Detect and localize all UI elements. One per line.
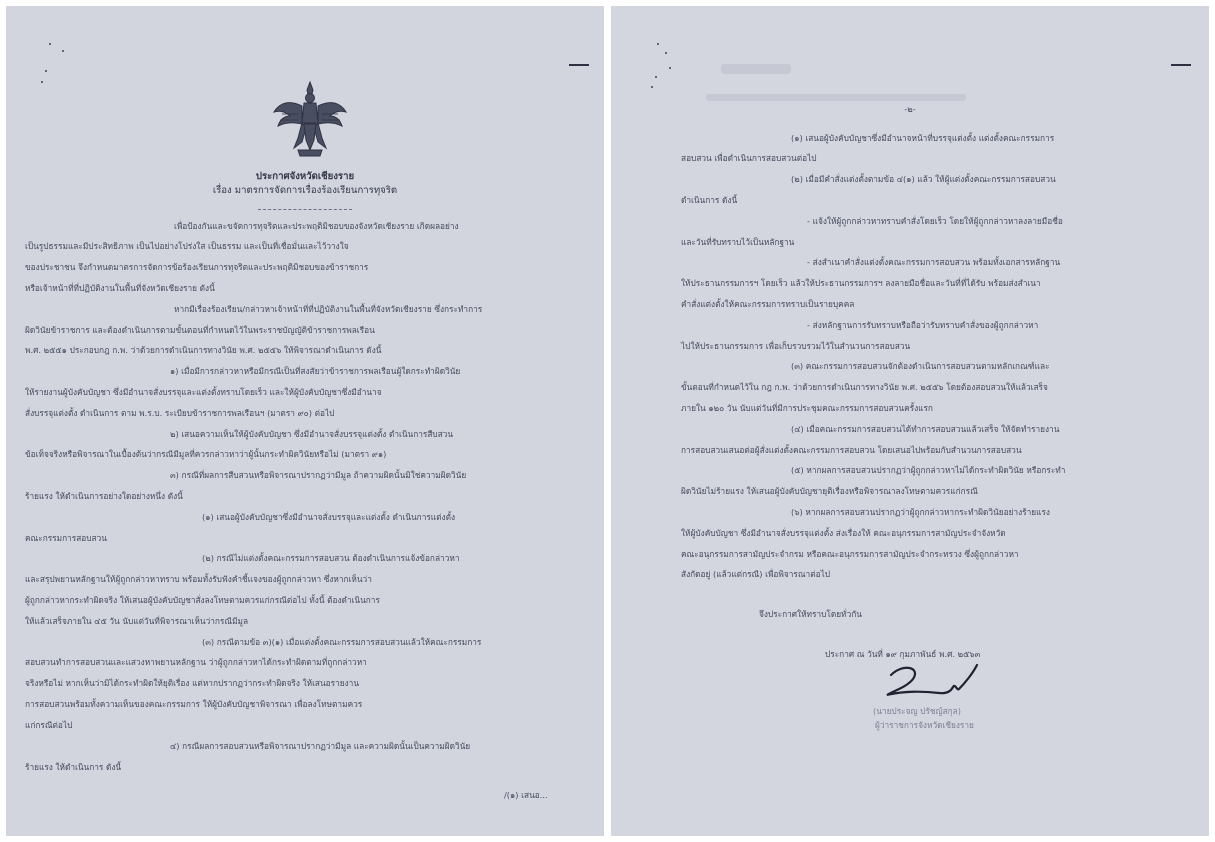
body-line: ภายใน ๑๒๐ วัน นับแต่วันที่มีการประชุมคณะกรรมการสอบสวนครั้งแรก	[681, 403, 933, 413]
body-line: คณะกรรมการสอบสวน	[25, 533, 107, 543]
body-line: - แจ้งให้ผู้ถูกกล่าวหาทราบคำสั่งโดยเร็ว โดยให้ผู้ถูกกล่าวหาลงลายมือชื่อ	[807, 216, 1063, 226]
scan-mark	[1171, 64, 1191, 66]
body-line: ดำเนินการ ดังนี้	[681, 195, 738, 205]
scan-speck	[665, 52, 667, 54]
body-line: ๓) กรณีที่ผลการสืบสวนหรือพิจารณาปรากฏว่ามีมูล ถ้าความผิดนั้นมิใช่ความผิดวินัย	[170, 470, 467, 480]
body-line: เพื่อป้องกันและขจัดการทุจริตและประพฤติมิชอบของจังหวัดเชียงราย เกิดผลอย่าง	[174, 221, 459, 231]
scan-mark	[569, 64, 589, 66]
body-line: ให้ประธานกรรมการฯ โดยเร็ว แล้วให้ประธานกรรมการฯ ลงลายมือชื่อและวันที่ที่ได้รับ พร้อมส่งสำเนา	[681, 278, 1041, 288]
announcement-date: ประกาศ ณ วันที่ ๑๙ กุมภาพันธ์ พ.ศ. ๒๕๖๓	[825, 649, 981, 659]
body-line: ร้ายแรง ให้ดำเนินการ ดังนี้	[25, 762, 122, 772]
body-line: และวันที่รับทราบไว้เป็นหลักฐาน	[681, 237, 795, 247]
scan-speck	[45, 70, 47, 72]
body-line: สอบสวน เพื่อดำเนินการสอบสวนต่อไป	[681, 153, 817, 163]
body-line: ผิดวินัยไม่ร้ายแรง ให้เสนอผู้บังคับบัญชายุติเรื่องหรือพิจารณาลงโทษตามควรแก่กรณี	[681, 486, 978, 496]
body-line: (๕) หากผลการสอบสวนปรากฏว่าผู้ถูกกล่าวหาไม่ได้กระทำผิดวินัย หรือกระทำ	[791, 465, 1066, 475]
body-line: ข้อเท็จจริงหรือพิจารณาในเบื้องต้นว่ากรณีมีมูลที่ควรกล่าวหาว่าผู้นั้นกระทำผิดวินัยหรือไม่ (มาตรา ๙๑)	[25, 449, 387, 459]
bleed-through-smudge	[721, 64, 791, 74]
title-separator	[258, 209, 352, 210]
body-line: จริงหรือไม่ หากเห็นว่ามิได้กระทำผิดให้ยุติเรื่อง แต่หากปรากฏว่ากระทำผิดจริง ให้เสนอรายงาน	[25, 678, 360, 688]
closing-statement: จึงประกาศให้ทราบโดยทั่วกัน	[759, 609, 862, 619]
body-line: เป็นรูปธรรมและมีประสิทธิภาพ เป็นไปอย่างโปร่งใส เป็นธรรม และเป็นที่เชื่อมั่นและไว้วางใจ	[25, 241, 349, 251]
body-line: ให้ผู้บังคับบัญชา ซึ่งมีอำนาจสั่งบรรจุแต่งตั้ง ส่งเรื่องให้ คณะอนุกรรมการสามัญประจำจังหวัด	[681, 528, 1006, 538]
continuation-marker: /(๑) เสนอ...	[504, 790, 548, 800]
scan-speck	[669, 67, 671, 69]
body-line: (๔) เมื่อคณะกรรมการสอบสวนได้ทำการสอบสวนแล้วเสร็จ ให้จัดทำรายงาน	[791, 424, 1060, 434]
body-line: การสอบสวนพร้อมทั้งความเห็นของคณะกรรมการ ให้ผู้บังคับบัญชาพิจารณา เพื่อลงโทษตามควร	[25, 699, 363, 709]
body-line: (๖) หากผลการสอบสวนปรากฏว่าผู้ถูกกล่าวหากระทำผิดวินัยอย่างร้ายแรง	[791, 507, 1050, 517]
document-page-1	[6, 6, 604, 836]
scan-speck	[49, 43, 51, 45]
document-page-2	[611, 6, 1209, 836]
announcement-subject: เรื่อง มาตรการจัดการเรื่องร้องเรียนการทุจริต	[212, 185, 398, 196]
body-line: หรือเจ้าหน้าที่ที่ปฏิบัติงานในพื้นที่จังหวัดเชียงราย ดังนี้	[25, 283, 215, 293]
body-line: ให้รายงานผู้บังคับบัญชา ซึ่งมีอำนาจสั่งบรรจุและแต่งตั้งทราบโดยเร็ว และให้ผู้บังคับบัญชาซึ่งมีอำนาจ	[25, 387, 382, 397]
body-line: - ส่งหลักฐานการรับทราบหรือถือว่ารับทราบคำสั่งของผู้ถูกกล่าวหา	[807, 320, 1039, 330]
announcement-title: ประกาศจังหวัดเชียงราย	[255, 171, 355, 182]
scan-speck	[657, 43, 659, 45]
body-line: (๑) เสนอผู้บังคับบัญชาซึ่งมีอำนาจหน้าที่บรรจุแต่งตั้ง แต่งตั้งคณะกรรมการ	[791, 133, 1055, 143]
body-line: ผิดวินัยข้าราชการ และต้องดำเนินการตามขั้นตอนที่กำหนดไว้ในพระราชบัญญัติข้าราชการพลเรือน	[25, 325, 375, 335]
body-line: สอบสวนทำการสอบสวนและแสวงหาพยานหลักฐาน ว่าผู้ถูกกล่าวหาได้กระทำผิดตามที่ถูกกล่าวหา	[25, 657, 367, 667]
body-line: (๓) กรณีตามข้อ ๓)(๑) เมื่อแต่งตั้งคณะกรรมการสอบสวนแล้วให้คณะกรรมการ	[202, 637, 482, 647]
signatory-position: ผู้ว่าราชการจังหวัดเชียงราย	[875, 720, 974, 730]
garuda-emblem-icon	[268, 78, 352, 162]
body-line: ผู้ถูกกล่าวหากระทำผิดจริง ให้เสนอผู้บังคับบัญชาสั่งลงโทษตามควรแก่กรณีต่อไป ทั้งนี้ ต้องดำเนินการ	[25, 595, 380, 605]
body-line: คำสั่งแต่งตั้งให้คณะกรรมการทราบเป็นรายบุคคล	[681, 299, 855, 309]
body-line: ๑) เมื่อมีการกล่าวหาหรือมีกรณีเป็นที่สงสัยว่าข้าราชการพลเรือนผู้ใดกระทำผิดวินัย	[170, 366, 461, 376]
page-divider	[604, 0, 611, 842]
signature-icon	[873, 661, 993, 706]
body-line: ๒) เสนอความเห็นให้ผู้บังคับบัญชา ซึ่งมีอำนาจสั่งบรรจุแต่งตั้ง ดำเนินการสืบสวน	[170, 429, 454, 439]
bleed-through-smudge	[706, 94, 966, 101]
scan-speck	[62, 50, 64, 52]
body-line: สังกัดอยู่ (แล้วแต่กรณี) เพื่อพิจารณาต่อไป	[681, 569, 831, 579]
scan-speck	[651, 86, 653, 88]
body-line: ขั้นตอนที่กำหนดไว้ใน กฎ ก.พ. ว่าด้วยการดำเนินการทางวินัย พ.ศ. ๒๕๕๖ โดยต้องสอบสวนให้แล้วเสร็จ	[681, 382, 1048, 392]
signatory-name: (นายประจญ ปรัชญ์สกุล)	[873, 706, 962, 716]
body-line: การสอบสวนเสนอต่อผู้สั่งแต่งตั้งคณะกรรมการสอบสวน โดยเสนอไปพร้อมกับสำนวนการสอบสวน	[681, 445, 1022, 455]
body-line: ๔) กรณีผลการสอบสวนหรือพิจารณาปรากฏว่ามีมูล และความผิดนั้นเป็นความผิดวินัย	[170, 741, 471, 751]
body-line: ให้แล้วเสร็จภายใน ๔๕ วัน นับแต่วันที่พิจารณาเห็นว่ากรณีมีมูล	[25, 616, 249, 626]
body-line: ร้ายแรง ให้ดำเนินการอย่างใดอย่างหนึ่ง ดังนี้	[25, 491, 183, 501]
body-line: ของประชาชน จึงกำหนดมาตรการจัดการข้อร้องเรียนการทุจริตและประพฤติมิชอบของข้าราชการ	[25, 262, 369, 272]
body-line: ไปให้ประธานกรรมการ เพื่อเก็บรวบรวมไว้ในสำนวนการสอบสวน	[681, 341, 911, 351]
scan-speck	[655, 76, 657, 78]
body-line: (๒) กรณีไม่แต่งตั้งคณะกรรมการสอบสวน ต้องดำเนินการแจ้งข้อกล่าวหา	[202, 553, 460, 563]
body-line: สั่งบรรจุแต่งตั้ง ดำเนินการ ตาม พ.ร.บ. ระเบียบข้าราชการพลเรือนฯ (มาตรา ๙๐) ต่อไป	[25, 408, 335, 418]
page-number: -๒-	[904, 104, 916, 114]
body-line: หากมีเรื่องร้องเรียน/กล่าวหาเจ้าหน้าที่ที่ปฏิบัติงานในพื้นที่จังหวัดเชียงราย ซึ่งกระทำการ	[174, 304, 483, 314]
body-line: และสรุปพยานหลักฐานให้ผู้ถูกกล่าวหาทราบ พร้อมทั้งรับฟังคำชี้แจงของผู้ถูกกล่าวหา ซึ่งหากเห็นว่า	[25, 574, 372, 584]
body-line: พ.ศ. ๒๕๕๑ ประกอบกฎ ก.พ. ว่าด้วยการดำเนินการทางวินัย พ.ศ. ๒๕๕๖ ให้พิจารณาดำเนินการ ดังนี้	[25, 345, 382, 355]
scan-speck	[41, 81, 43, 83]
body-line: แก่กรณีต่อไป	[25, 720, 73, 730]
body-line: - ส่งสำเนาคำสั่งแต่งตั้งคณะกรรมการสอบสวน พร้อมทั้งเอกสารหลักฐาน	[807, 257, 1061, 267]
body-line: คณะอนุกรรมการสามัญประจำกรม หรือคณะอนุกรรมการสามัญประจำกระทรวง ซึ่งผู้ถูกกล่าวหา	[681, 549, 1019, 559]
body-line: (๓) คณะกรรมการสอบสวนจักต้องดำเนินการสอบสวนตามหลักเกณฑ์และ	[791, 361, 1050, 371]
body-line: (๒) เมื่อมีคำสั่งแต่งตั้งตามข้อ ๔(๑) แล้ว ให้ผู้แต่งตั้งคณะกรรมการสอบสวน	[791, 174, 1056, 184]
body-line: (๑) เสนอผู้บังคับบัญชาซึ่งมีอำนาจสั่งบรรจุและแต่งตั้ง ดำเนินการแต่งตั้ง	[202, 512, 456, 522]
